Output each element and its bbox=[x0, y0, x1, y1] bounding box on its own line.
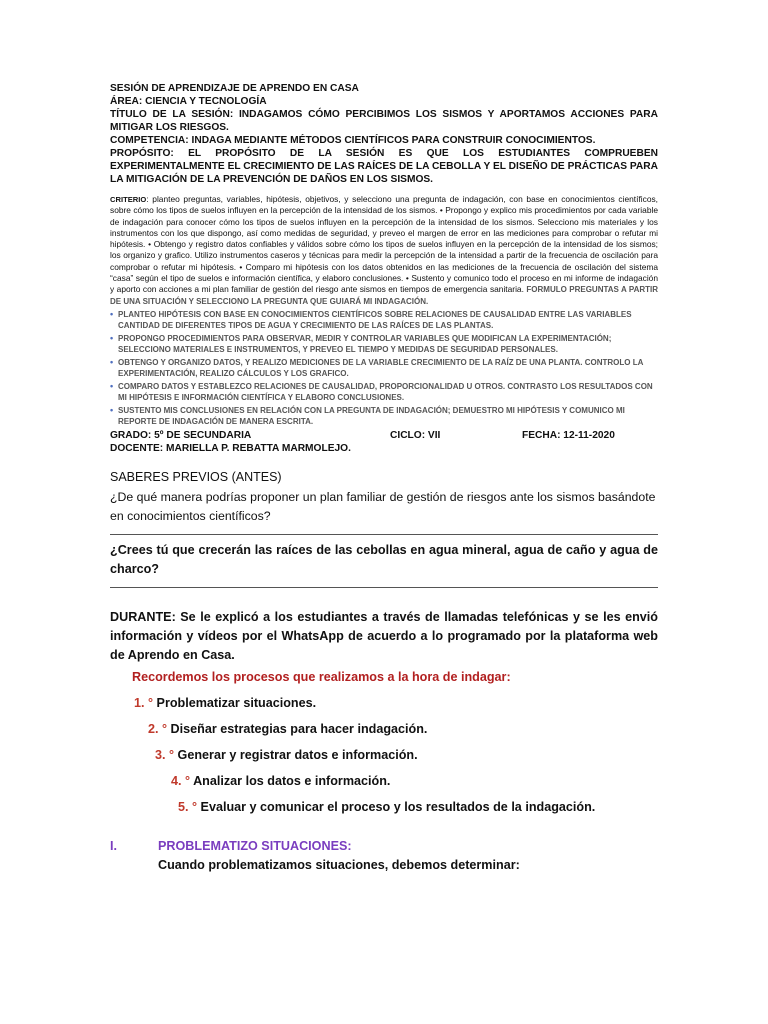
bullet-icon: • bbox=[110, 332, 114, 343]
criterio-caps: FORMULO PREGUNTAS A PARTIR DE UNA SITUACIÓN Y SELECCIONO LA PREGUNTA QUE GUIARÁ MI INDAGACIÓN. bbox=[110, 285, 659, 306]
session-title: SESIÓN DE APRENDIZAJE DE APRENDO EN CASA bbox=[110, 83, 359, 94]
criteria-item: • PROPONGO PROCEDIMIENTOS PARA OBSERVAR, MEDIR Y CONTROLAR VARIABLES QUE MODIFICAN LA EXPERIMENTACIÓN; SELECCIONO MATERIALES E INSTRUMENTOS, Y PREVEO EL TIEMPO Y MEDIDAS DE SEGURIDAD PERSONALES. bbox=[110, 332, 612, 354]
ciclo-label: CICLO: VII bbox=[390, 429, 441, 441]
saberes-heading: SABERES PREVIOS (ANTES) bbox=[110, 469, 282, 484]
process-step: 2. ° Diseñar estrategias para hacer indagación. bbox=[148, 721, 428, 736]
docente-row bbox=[110, 442, 658, 455]
section-heading bbox=[110, 837, 658, 856]
answer-line bbox=[110, 534, 658, 535]
saberes-question-1: ¿De qué manera podrías proponer un plan familiar de gestión de riesgos ante los sismos basándote en conocimientos científicos? bbox=[110, 489, 656, 523]
grade-row bbox=[110, 429, 658, 442]
criterio-label: CRITERIO bbox=[110, 195, 147, 204]
criteria-list bbox=[110, 309, 658, 427]
process-step: 5. ° Evaluar y comunicar el proceso y los resultados de la indagación. bbox=[178, 799, 596, 814]
document-page bbox=[110, 82, 658, 875]
recordemos-heading: Recordemos los procesos que realizamos a la hora de indagar: bbox=[132, 669, 511, 684]
criteria-item: • PLANTEO HIPÓTESIS CON BASE EN CONOCIMIENTOS CIENTÍFICOS SOBRE RELACIONES DE CAUSALIDAD ENTRE LAS VARIABLES CANTIDAD DE DIFERENTES TIPOS DE AGUA Y CRECIMIENTO DE LAS RAÍCES DE LAS PLANTAS. bbox=[110, 308, 632, 330]
criteria-item: • SUSTENTO MIS CONCLUSIONES EN RELACIÓN CON LA PREGUNTA DE INDAGACIÓN; DEMUESTRO MI HIPÓTESIS Y COMUNICO MI REPORTE DE INDAGACIÓN DE MANERA ESCRITA. bbox=[110, 404, 625, 426]
process-step: 1. ° Problematizar situaciones. bbox=[134, 695, 317, 710]
competencia-line: COMPETENCIA: INDAGA MEDIANTE MÉTODOS CIENTÍFICOS PARA CONSTRUIR CONOCIMIENTOS. bbox=[110, 135, 596, 146]
saberes-question-2: ¿Crees tú que crecerán las raíces de las cebollas en agua mineral, agua de caño y agua de charco? bbox=[110, 542, 658, 576]
fecha-label: FECHA: 12-11-2020 bbox=[522, 429, 615, 441]
area-line: ÁREA: CIENCIA Y TECNOLOGÍA bbox=[110, 96, 267, 107]
criteria-item: • COMPARO DATOS Y ESTABLEZCO RELACIONES DE CAUSALIDAD, PROPORCIONALIDAD U OTROS. CONTRASTO LOS RESULTADOS CON MI HIPÓTESIS E INFORMACIÓN CIENTÍFICA Y ELABORO CONCLUSIONES. bbox=[110, 380, 653, 402]
bullet-icon: • bbox=[110, 380, 114, 391]
bullet-icon: • bbox=[110, 356, 114, 367]
section-subtitle: Cuando problematizamos situaciones, debemos determinar: bbox=[158, 857, 520, 872]
process-step: 4. ° Analizar los datos e información. bbox=[171, 773, 391, 788]
process-step: 3. ° Generar y registrar datos e información. bbox=[155, 747, 418, 762]
durante-paragraph: DURANTE: Se le explicó a los estudiantes a través de llamadas telefónicas y se les envió información y vídeos por el WhatsApp de acuerdo a lo programado por la plataforma web de Aprendo en Casa. bbox=[110, 609, 658, 662]
bullet-icon: • bbox=[110, 404, 114, 415]
bullet-icon: • bbox=[110, 308, 114, 319]
criteria-item: • OBTENGO Y ORGANIZO DATOS, Y REALIZO MEDICIONES DE LA VARIABLE CRECIMIENTO DE LA RAÍZ DE UNA PLANTA. CONTROLO LA EXPERIMENTACIÓN, REALIZO CÁLCULOS Y LOS GRAFICO. bbox=[110, 356, 644, 378]
answer-line bbox=[110, 587, 658, 588]
section-title: PROBLEMATIZO SITUACIONES: bbox=[158, 838, 352, 853]
docente-label: DOCENTE: MARIELLA P. REBATTA MARMOLEJO. bbox=[110, 442, 351, 454]
section-number: I. bbox=[110, 838, 117, 853]
criterio-text: : planteo preguntas, variables, hipótesis, objetivos, y selecciono una pregunta de indagación, con base en conocimientos científicos, sobre cómo los tipos de suelos influyen en la percepción de la intensidad de los sismos. • Propongo y explico mis procedimientos por cada variable de indagación para conocer cómo los tipos de suelos influyen en la percepción de la intensidad de los sismos. Selecciono mis materiales y los instrumentos con los que dispongo, así como medidas de seguridad, y preveo el margen de error en las mediciones para comprobar o refutar mi hipótesis. • Obtengo y registro datos confiables y válidos sobre cómo los tipos de suelos influyen en la percepción de la intensidad de los sismos; los organizo y grafico. Utilizo instrumentos caseros y técnicas para medir la percepción de la intensidad a partir de la frecuencia de oscilación para comprobar o refutar mi hipótesis. • Comparo mi hipótesis con los datos obtenidos en las mediciones de la frecuencia de oscilación del sistema “casa” según el tipo de suelos e información científica, y elaboro conclusiones. • Sustento y comunico todo el proceso en mi informe de indagación y aporto con acciones a mi plan familiar de gestión del riesgo ante sismos en tiempos de emergencia sanitaria. bbox=[110, 194, 658, 295]
criterio-paragraph bbox=[110, 194, 658, 307]
grado-label: GRADO: 5º DE SECUNDARIA bbox=[110, 429, 252, 441]
session-topic: TÍTULO DE LA SESIÓN: INDAGAMOS CÓMO PERCIBIMOS LOS SISMOS Y APORTAMOS ACCIONES PARA MITIGAR LOS RIESGOS. bbox=[110, 109, 658, 133]
proposito-line: PROPÓSITO: EL PROPÓSITO DE LA SESIÓN ES QUE LOS ESTUDIANTES COMPRUEBEN EXPERIMENTALMENTE EL CRECIMIENTO DE LAS RAÍCES DE LA CEBOLLA Y EL DISEÑO DE PRÁCTICAS PARA LA MITIGACIÓN DE LA PREVENCIÓN DE DAÑOS EN LOS SISMOS. bbox=[110, 148, 658, 185]
